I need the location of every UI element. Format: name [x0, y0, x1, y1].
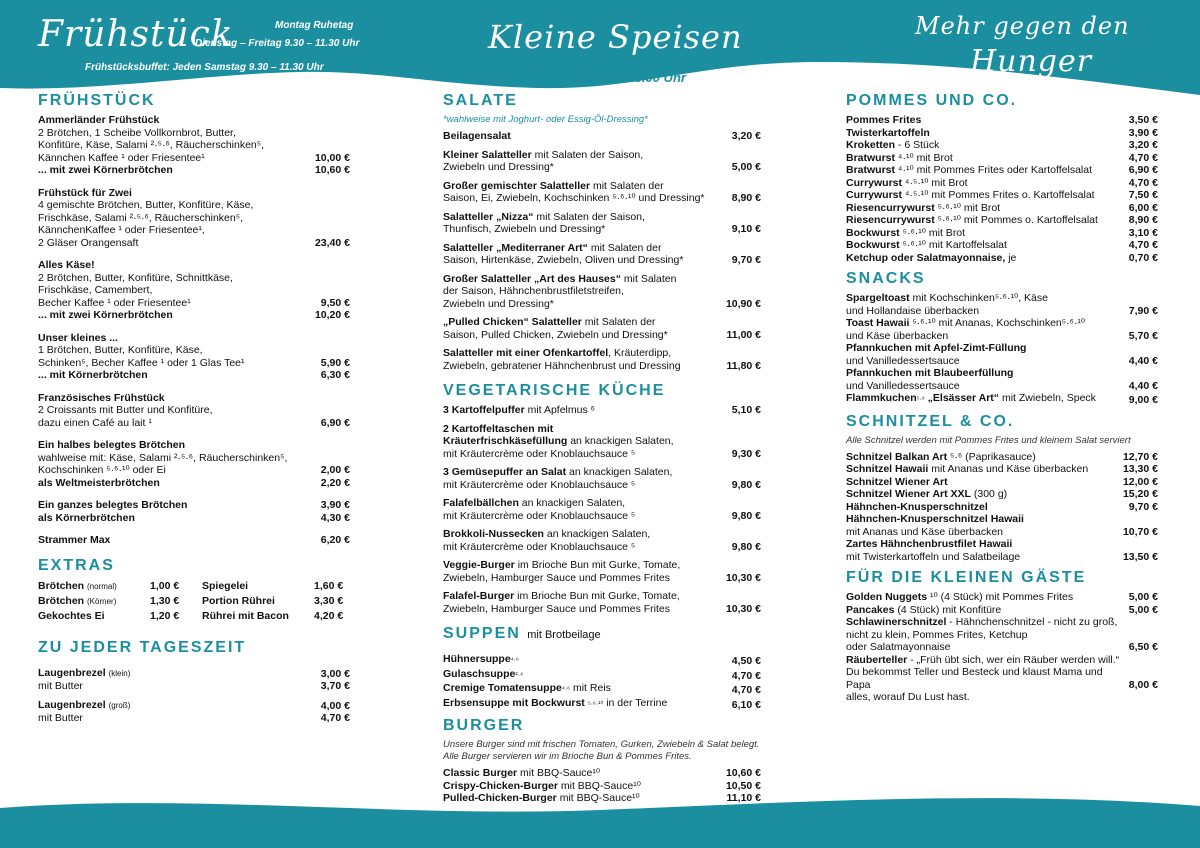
menu-item: Großer gemischter Salatteller mit Salaten der	[443, 179, 664, 192]
menu-line: Schinken⁵, Becher Kaffee ¹ oder 1 Glas Tee¹ 5,90 €	[38, 356, 350, 369]
price: 9,80 €	[731, 478, 761, 491]
menu-line: dazu einen Café au lait ¹ 6,90 €	[38, 416, 350, 429]
menu-line: oder Salatmayonnaise 6,50 €	[846, 641, 1158, 653]
menu-line: 4 gemischte Brötchen, Butter, Konfitüre, Käse,	[38, 199, 254, 211]
price: 8,90 €	[1128, 214, 1158, 226]
menu-item: Riesencurrywurst ⁵·⁶·¹⁰ mit Brot 6,00 €	[846, 201, 1158, 214]
menu-line: als Weltmeisterbrötchen 2,20 €	[38, 476, 350, 489]
price: 6,90 €	[1128, 164, 1158, 176]
menu-line: mit Butter 4,70 €	[38, 712, 350, 724]
menu-item: Twisterkartoffeln 3,90 €	[846, 126, 1158, 139]
menu-line: Frischkäse, Camembert,	[38, 284, 153, 296]
price: 23,40 €	[314, 236, 350, 249]
menu-line: 2 Brötchen, 1 Scheibe Vollkornbrot, Butter,	[38, 126, 236, 139]
price: 2,20 €	[320, 476, 350, 489]
menu-line: mit Butter 3,70 €	[38, 680, 350, 692]
kleine-speisen-script-title: Kleine Speisen	[488, 18, 743, 56]
price: 9,80 €	[731, 509, 761, 522]
menu-item: Bockwurst ⁵·⁶·¹⁰ mit Brot 3,10 €	[846, 226, 1158, 239]
menu-line: Zwiebeln, Hamburger Sauce und Pommes Frites 10,30 €	[443, 602, 761, 615]
menu-line: Zwiebeln und Dressing* 10,90 €	[443, 297, 761, 310]
menu-item: Schnitzel Wiener Art 12,00 €	[846, 475, 1158, 488]
menu-line: und Käse überbacken 5,70 €	[846, 329, 1158, 342]
menu-line: 1 Brötchen, Butter, Konfitüre, Käse,	[38, 344, 203, 356]
menu-line: Zwiebeln, gebratener Hähnchenbrust und Dressing 11,80 €	[443, 359, 761, 372]
price: 11,10 €	[726, 792, 761, 804]
hunger-script-line2: Hunger	[970, 44, 1093, 79]
price: 10,30 €	[725, 602, 761, 615]
price: 10,20 €	[314, 309, 350, 321]
menu-line: Zwiebeln und Dressing* 5,00 €	[443, 161, 761, 173]
fruehstueck-script-title: Frühstück	[38, 14, 234, 55]
price: 5,10 €	[731, 404, 761, 416]
menu-item: Gulaschsuppe²·⁴ 4,70 €	[443, 667, 761, 682]
menu-item: Pulled-Chicken-Burger mit BBQ-Sauce¹⁰ 11,10 €	[443, 792, 761, 804]
menu-line: Du bekommst Teller und Besteck und klaust Mama und Papa 8,00 €	[846, 666, 1158, 691]
section-title-extras: EXTRAS	[38, 556, 115, 574]
menu-item: 3 Kartoffelpuffer mit Apfelmus ⁶ 5,10 €	[443, 404, 761, 416]
column-fruehstueck	[38, 92, 350, 725]
menu-item: Hühnersuppe⁴·⁶ 4,50 €	[443, 653, 761, 667]
menu-line: 2 Gläser Orangensaft 23,40 €	[38, 236, 350, 249]
menu-item: Pfannkuchen mit Blaubeerfüllung	[846, 367, 1014, 379]
menu-item: Strammer Max 6,20 €	[38, 534, 350, 546]
menu-item: Schlawinerschnitzel - Hähnchenschnitzel - nicht zu groß,	[846, 616, 1118, 628]
price: 8,90 €	[731, 192, 761, 204]
price: 6,20 €	[320, 534, 350, 546]
salate-note: *wahlweise mit Joghurt- oder Essig-Öl-Dressing*	[443, 114, 648, 125]
price: 3,20 €	[1128, 139, 1158, 151]
buffet-note: Frühstücksbuffet: Jeden Samstag 9.30 – 11.30 Uhr	[85, 62, 324, 73]
menu-line: Zwiebeln, Hamburger Sauce und Pommes Frites 10,30 €	[443, 571, 761, 584]
price: 6,10 €	[731, 698, 761, 711]
menu-item: „Pulled Chicken“ Salatteller mit Salaten der	[443, 316, 656, 328]
price: 9,70 €	[731, 254, 761, 266]
menu-item: Pfannkuchen mit Apfel-Zimt-Füllung	[846, 342, 1027, 354]
menu-line: ... mit zwei Körnerbrötchen 10,20 €	[38, 309, 350, 321]
price: 4,70 €	[1128, 176, 1158, 189]
menu-line: mit Kräutercrème oder Knoblauchsauce ⁵ 9,80 €	[443, 478, 761, 491]
price: 4,50 €	[731, 655, 761, 667]
price: 5,00 €	[1128, 603, 1158, 616]
menu-item: Frühstück für Zwei	[38, 186, 132, 199]
menu-item: Spargeltoast mit Kochschinken⁵·⁶·¹⁰, Käse	[846, 292, 1048, 304]
hunger-script-line1: Mehr gegen den	[915, 12, 1130, 40]
price: 11,80 €	[726, 359, 761, 372]
menu-item: Falafelbällchen an knackigen Salaten,	[443, 497, 626, 509]
menu-item: Bockwurst ⁵·⁶·¹⁰ mit Kartoffelsalat 4,70 €	[846, 239, 1158, 251]
price: 9,30 €	[731, 447, 761, 460]
menu-item: Currywurst ⁴·⁵·¹⁰ mit Pommes Frites o. Kartoffelsalat 7,50 €	[846, 189, 1158, 201]
price: 10,50 €	[725, 779, 761, 792]
price: 3,70 €	[320, 680, 350, 692]
section-title-kinder: FÜR DIE KLEINEN GÄSTE	[846, 569, 1087, 586]
menu-line: mit Ananas und Käse überbacken 10,70 €	[846, 525, 1158, 538]
menu-item: Riesencurrywurst ⁵·⁶·¹⁰ mit Pommes o. Kartoffelsalat 8,90 €	[846, 214, 1158, 226]
menu-line: Kochschinken ⁵·⁶·¹⁰ oder Ei 2,00 €	[38, 464, 350, 476]
price: 6,90 €	[320, 416, 350, 429]
schnitzel-note: Alle Schnitzel werden mit Pommes Frites und kleinem Salat serviert	[846, 434, 1131, 446]
section-title-tageszeit: ZU JEDER TAGESZEIT	[38, 638, 247, 656]
price: 9,50 €	[320, 296, 350, 309]
price: 9,80 €	[731, 540, 761, 553]
price: 3,20 €	[731, 130, 761, 142]
menu-line: mit Twisterkartoffeln und Salatbeilage 13,50 €	[846, 550, 1158, 563]
menu-item: Ein halbes belegtes Brötchen	[38, 439, 186, 451]
menu-line: ... mit zwei Körnerbrötchen 10,60 €	[38, 164, 350, 176]
menu-item: Falafel-Burger im Brioche Bun mit Gurke, Tomate,	[443, 590, 680, 602]
price: 5,00 €	[731, 161, 761, 173]
price: 3,50 €	[1128, 114, 1158, 126]
menu-item: Ketchup oder Salatmayonnaise, je 0,70 €	[846, 251, 1158, 264]
section-title-salate: SALATE	[443, 92, 518, 109]
opening-hours: Dienstag – Freitag 9.30 – 11.30 Uhr	[195, 38, 360, 49]
menu-item: Golden Nuggets ¹⁰ (4 Stück) mit Pommes Frites 5,00 €	[846, 591, 1158, 603]
price: 12,70 €	[1122, 450, 1158, 463]
price: 12,00 €	[1122, 475, 1158, 488]
price: 10,90 €	[725, 297, 761, 310]
menu-line: Konfitüre, Käse, Salami ²·⁵·⁶, Räucherschinken⁵,	[38, 139, 265, 151]
section-title-fruehstueck: FRÜHSTÜCK	[38, 92, 156, 109]
menu-item: Hähnchen-Knusperschnitzel Hawaii	[846, 513, 1024, 525]
menu-line: und Hollandaise überbacken 7,90 €	[846, 304, 1158, 317]
price: 4,00 €	[320, 699, 350, 712]
menu-line: nicht zu klein, Pommes Frites, Ketchup	[846, 628, 1028, 641]
menu-item: Alles Käse!	[38, 259, 95, 271]
price: 2,00 €	[320, 464, 350, 476]
menu-line: mit Kräutercrème oder Knoblauchsauce ⁵ 9,80 €	[443, 540, 761, 553]
menu-line: der Saison, Hähnchenbrustfiletstreifen,	[443, 285, 624, 297]
price: 4,70 €	[731, 669, 761, 682]
menu-item: Zartes Hähnchenbrustfilet Hawaii	[846, 538, 1013, 550]
price: 10,30 €	[725, 571, 761, 584]
price: 10,00 €	[314, 151, 350, 164]
price: 4,70 €	[731, 684, 761, 696]
price: 6,00 €	[1128, 201, 1158, 214]
price: 10,60 €	[314, 164, 350, 176]
menu-line: und Vanilledessertsauce 4,40 €	[846, 379, 1158, 392]
price: 3,90 €	[1128, 126, 1158, 139]
menu-item: Schnitzel Wiener Art XXL (300 g) 15,20 €	[846, 488, 1158, 500]
price: 7,90 €	[1128, 304, 1158, 317]
menu-item: Toast Hawaii ⁵·⁶·¹⁰ mit Ananas, Kochschinken⁵·⁶·¹⁰	[846, 317, 1086, 329]
section-title-burger: BURGER	[443, 717, 525, 734]
price: 10,60 €	[725, 767, 761, 779]
menu-item: Schnitzel Hawaii mit Ananas und Käse überbacken 13,30 €	[846, 463, 1158, 475]
menu-line: mit Kräutercrème oder Knoblauchsauce ⁵ 9,30 €	[443, 447, 761, 460]
price: 4,70 €	[1128, 239, 1158, 251]
price: 5,70 €	[1128, 329, 1158, 342]
menu-line: 2 Croissants mit Butter und Konfitüre,	[38, 404, 213, 416]
menu-line: Kräuterfrischkäsefüllung an knackigen Salaten,	[443, 435, 674, 447]
burger-note: Unsere Burger sind mit frischen Tomaten, Gurken, Zwiebeln & Salat belegt.	[443, 739, 760, 750]
menu-item: Pommes Frites 3,50 €	[846, 114, 1158, 126]
menu-line: alles, worauf Du Lust hast.	[846, 691, 970, 703]
menu-line: KännchenKaffee ¹ oder Friesentee¹,	[38, 224, 205, 236]
menu-line: Saison, Pulled Chicken, Zwiebeln und Dressing* 11,00 €	[443, 328, 761, 341]
price: 3,90 €	[320, 499, 350, 511]
price: 11,00 €	[726, 328, 761, 341]
price: 4,30 €	[320, 511, 350, 524]
price: 10,70 €	[1122, 525, 1158, 538]
menu-item: Salatteller mit einer Ofenkartoffel, Kräuterdipp,	[443, 347, 672, 359]
menu-item: Cremige Tomatensuppe⁴·⁶ mit Reis 4,70 €	[443, 682, 761, 696]
price: 8,00 €	[1128, 678, 1158, 691]
menu-item: Großer Salatteller „Art des Hauses“ mit Salaten	[443, 272, 677, 285]
menu-item: 2 Kartoffeltaschen mit	[443, 422, 554, 435]
column-hunger	[846, 92, 1158, 704]
menu-item: Bratwurst ⁴·¹⁰ mit Brot 4,70 €	[846, 151, 1158, 164]
menu-line: wahlweise mit: Käse, Salami ²·⁵·⁶, Räucherschinken⁵,	[38, 451, 288, 464]
menu-item: Französisches Frühstück	[38, 391, 165, 404]
section-title-snacks: SNACKS	[846, 270, 926, 287]
menu-item: Classic Burger mit BBQ-Sauce¹⁰ 10,60 €	[443, 767, 761, 779]
menu-line: Saison, Ei, Zwiebeln, Kochschinken ⁵·⁶·¹⁰ und Dressing* 8,90 €	[443, 192, 761, 204]
price: 9,10 €	[731, 223, 761, 235]
price-row: Kännchen Kaffee ¹ oder Friesentee¹ 10,00 €	[38, 151, 350, 164]
menu-item: Hähnchen-Knusperschnitzel 9,70 €	[846, 500, 1158, 513]
menu-line: mit Kräutercrème oder Knoblauchsauce ⁵ 9,80 €	[443, 509, 761, 522]
price: 5,90 €	[320, 356, 350, 369]
menu-item: Erbsensuppe mit Bockwurst ⁵·⁶·¹⁰ in der Terrine 6,10 €	[443, 696, 761, 711]
menu-item: Unser kleines ...	[38, 331, 118, 344]
menu-item: Salatteller „Mediterraner Art“ mit Salaten der	[443, 241, 662, 254]
menu-item: Räuberteller - „Früh übt sich, wer ein Räuber werden will.“	[846, 653, 1120, 666]
section-title-suppen: SUPPEN mit Brotbeilage	[443, 625, 601, 642]
section-title-pommes: POMMES UND CO.	[846, 92, 1018, 109]
menu-line: Saison, Hirtenkäse, Zwiebeln, Oliven und Dressing* 9,70 €	[443, 254, 761, 266]
menu-item: Laugenbrezel (groß) 4,00 €	[38, 698, 350, 712]
price: 4,70 €	[1128, 151, 1158, 164]
menu-item: Crispy-Chicken-Burger mit BBQ-Sauce¹⁰ 10,50 €	[443, 779, 761, 792]
menu-line: und Vanilledessertsauce 4,40 €	[846, 354, 1158, 367]
price: 6,30 €	[320, 369, 350, 381]
menu-item: Pancakes (4 Stück) mit Konfitüre 5,00 €	[846, 603, 1158, 616]
menu-line: ... mit Körnerbrötchen 6,30 €	[38, 369, 350, 381]
price: 6,50 €	[1128, 641, 1158, 653]
menu-item: Ammerländer Frühstück	[38, 114, 160, 126]
price: 4,40 €	[1128, 354, 1158, 367]
menu-item: Beilagensalat 3,20 €	[443, 130, 761, 142]
section-title-schnitzel: SCHNITZEL & CO.	[846, 412, 1015, 430]
menu-item: Kroketten - 6 Stück 3,20 €	[846, 139, 1158, 151]
menu-line: Frischkäse, Salami ²·⁵·⁶, Räucherschinken⁵,	[38, 211, 244, 224]
menu-line: als Körnerbrötchen 4,30 €	[38, 511, 350, 524]
price: 3,10 €	[1128, 226, 1158, 239]
price: 4,70 €	[320, 712, 350, 724]
price: 9,70 €	[1128, 500, 1158, 513]
price: 5,00 €	[1128, 591, 1158, 603]
menu-item: 3 Gemüsepuffer an Salat an knackigen Salaten,	[443, 466, 673, 478]
ruhetag-note: Montag Ruhetag	[275, 20, 354, 31]
price: 7,50 €	[1128, 189, 1158, 201]
menu-item: Laugenbrezel (klein) 3,00 €	[38, 666, 350, 680]
price: 13,30 €	[1122, 463, 1158, 475]
menu-item: Bratwurst ⁴·¹⁰ mit Pommes Frites oder Kartoffelsalat 6,90 €	[846, 164, 1158, 176]
menu-line: Thunfisch, Zwiebeln und Dressing* 9,10 €	[443, 223, 761, 235]
menu-item: Ein ganzes belegtes Brötchen 3,90 €	[38, 499, 350, 511]
price: 9,00 €	[1128, 394, 1158, 406]
extras-grid: Brötchen (normal) 1,00 € Spiegelei 1,60 € Brötchen (Körner) 1,30 € Portion Rührei 3,30 € Gekochtes Ei 1,20 € Rührei mit Bacon 4,20 €	[38, 579, 344, 622]
price: 0,70 €	[1128, 251, 1158, 264]
menu-item: Veggie-Burger im Brioche Bun mit Gurke, Tomate,	[443, 559, 681, 571]
price: 4,40 €	[1128, 379, 1158, 392]
price: 15,20 €	[1122, 488, 1158, 500]
price: 13,50 €	[1122, 550, 1158, 563]
section-title-vegetarisch: VEGETARISCHE KÜCHE	[443, 382, 666, 399]
menu-line: Becher Kaffee ¹ oder Friesentee¹ 9,50 €	[38, 296, 350, 309]
menu-line: 2 Brötchen, Butter, Konfitüre, Schnittkäse,	[38, 271, 233, 284]
price: 3,00 €	[320, 667, 350, 680]
menu-item: Schnitzel Balkan Art ⁵·⁶ (Paprikasauce) 12,70 €	[846, 450, 1158, 463]
menu-item: Brokkoli-Nussecken an knackigen Salaten,	[443, 528, 651, 540]
menu-item: Salatteller „Nizza“ mit Salaten der Saison,	[443, 210, 645, 223]
menu-item: Kleiner Salatteller mit Salaten der Saison,	[443, 148, 644, 161]
column-kleine-speisen: SALATE *wahlweise mit Joghurt- oder Essig-Öl-Dressing* Beilagensalat 3,20 € Kleiner Salatteller mit Salaten der Saison, Zwiebeln und Dressing* 5,00 € Großer gemischter Salatteller mit Salaten der Saison, Ei, Zwiebeln, Kochschinken ⁵·⁶·¹⁰ und Dressing* 8,90 € Salatteller „Nizza“ mit Salaten der Saison, Thunfisch, Zwiebeln und Dressing* 9,10 € Salatteller „Mediterraner Art“ mit Salaten der Saison, Hirtenkäse, Zwiebeln, Oliven und Dressing* 9,70 € Großer Salatteller „Art des Hauses“ mit Salaten der Saison, Hähnchenbrustfiletstreifen, Zwiebeln und Dressing* 10,90 € „Pulled Chicken“ Salatteller mit Salaten der Saison, Pulled Chicken, Zwiebeln und Dressing* 11,00 € Salatteller mit einer Ofenkartoffel, Kräuterdipp, Zwiebeln, gebratener Hähnchenbrust und Dressing 11,80 € VEGETARISCHE KÜCHE 3 Kartoffelpuffer mit Apfelmus ⁶ 5,10 € 2 Kartoffeltaschen mit Kräuterfrischkäsefüllung an knackigen Salaten, mit Kräutercrème oder Knoblauchsauce ⁵ 9,30 € 3 Gemüsepuffer an Salat an knackigen Salaten, mit Kräutercrème oder Knoblauchsauce ⁵ 9,80 € Falafelbällchen an knackigen Salaten, mit Kräutercrème oder Knoblauchsauce ⁵ 9,80 € Brokkoli-Nussecken an knackigen Salaten, mit Kräutercrème oder Knoblauchsauce ⁵ 9,80 € Veggie-Burger im Brioche Bun mit Gurke, Tomate, Zwiebeln, Hamburger Sauce und Pommes Frites 10,30 € Falafel-Burger im Brioche Bun mit Gurke, Tomate, Zwiebeln, Hamburger Sauce und Pommes Frites 10,30 € SUPPEN mit Brotbeilage Hühnersuppe⁴·⁶ 4,50 € Gulaschsuppe²·⁴ 4,70 € Cremige Tomatensuppe⁴·⁶ mit Reis 4,70 € Erbsensuppe mit Bockwurst ⁵·⁶·¹⁰ in der Terrine 6,10 € BURGER Unsere Burger sind mit frischen Tomaten, Gurken, Zwiebeln & Salat belegt. Alle Burger servieren wir im Brioche Bun & Pommes Frites. Classic Burger mit BBQ-Sauce¹⁰ 10,60 € Crispy-Chicken-Burger mit BBQ-Sauce¹⁰ 10,50 € Pulled-Chicken-Burger mit BBQ-Sauce¹⁰ 11,10 €	[443, 92, 761, 804]
menu-item: Flammkuchen⁵·⁶ „Elsässer Art“ mit Zwiebeln, Speck 9,00 €	[846, 392, 1158, 406]
menu-item: Currywurst ⁴·⁵·¹⁰ mit Brot 4,70 €	[846, 176, 1158, 189]
warme-kueche-note: Warme Küche bis 15.00 Uhr	[515, 70, 686, 85]
